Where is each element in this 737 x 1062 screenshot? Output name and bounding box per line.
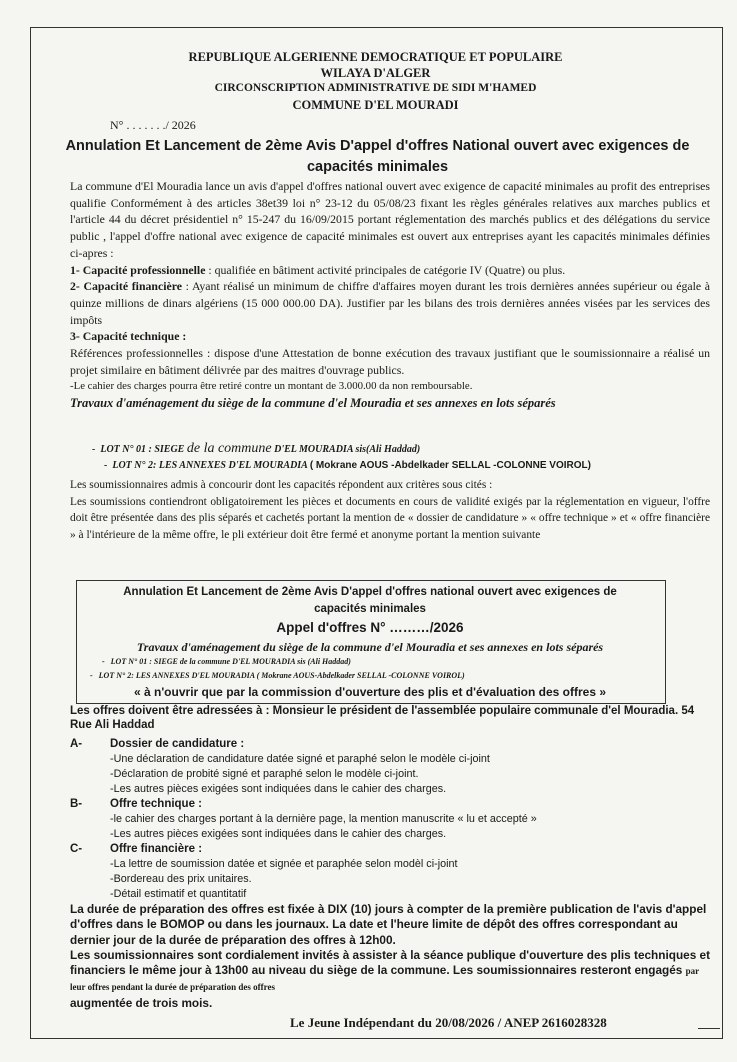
section-a-list [110,753,490,798]
capacity-technical-label: 3- Capacité technique : [70,329,187,344]
works-title: Travaux d'aménagement du siège de la commune d'el Mouradia et ses annexes en lots séparés [70,396,556,411]
list-item: -Bordereau des prix unitaires. [110,873,252,885]
lot-2: - LOT N° 2: LES ANNEXES D'EL MOURADIA ( Mokrane AOUS -Abdelkader SELLAL -COLONNE VOIROL) [104,460,591,471]
header-wilaya: WILAYA D'ALGER [320,66,431,80]
box-works-title: Travaux d'aménagement du siège de la commune d'el Mouradia et ses annexes en lots séparés [136,640,604,654]
list-item: -La lettre de soumission datée et signée et paraphée selon modèl ci-joint [110,858,458,870]
section-a-letter: A- [70,738,83,750]
lot-2-label: LOT N° 2: LES ANNEXES D'EL MOURADIA [112,460,308,471]
capacity-financial [70,278,710,328]
box-title-line2: capacités minimales [314,603,426,615]
opening-session [70,948,715,1011]
capacity-professional [70,262,710,279]
box-opening-mention: « à n'ouvrir que par la commission d'ouverture des plis et d'évaluation des offres » [133,685,607,699]
section-c-list [110,858,458,903]
admission-text: Les soumissionnaires admis à concourir dont les capacités répondent aux critères sous cités : [70,479,493,491]
submission-text: Les soumissions contiendront obligatoirement les pièces et documents en cours de validité exigés par la réglementation en vigueur, l'offre doit être présentée dans des plis séparés et cachetés portant la mention de « dossier de candidature » « offre technique » et « offre financière » à l'intérieure de la même offre, le pli extérieur doit être fermé et anonyme portant la mention suivante [70,495,710,542]
opening-session-text: Les soumissionnaires sont cordialement invités à assister à la séance publique d'ouverture des plis techniques et financiers le même jour à 13h00 au niveau du siège de la commune. Les soumissionnaires resteront engagés [70,947,711,978]
capacity-technical-text: Références professionnelles : dispose d'une Attestation de bonne exécution des travaux justifiant que le soumissionnaire a réalisé un projet similaire en bâtiment délivrée par des maitres d'ouvrage publics. [70,346,710,377]
capacity-financial-text: : Ayant réalisé un minimum de chiffre d'affaires moyen durant les trois dernières années supérieur ou égale à quinze millions de dinars algériens (15 000 000.00 DA). Justifier par les bilans des trois dernières années visées par les services des impôts [70,279,711,327]
header-circonscription: CIRCONSCRIPTION ADMINISTRATIVE DE SIDI M'HAMED [214,82,537,94]
address-text: Les offres doivent être adressées à : Monsieur le président de l'assemblée populaire communale d'el Mouradia. 54 Rue Ali Haddad [70,705,695,731]
list-item: -Détail estimatif et quantitatif [110,888,247,900]
closing-section [70,902,715,1011]
section-b-letter: B- [70,798,83,810]
lot-1-commune: de la commune [186,441,272,456]
engagement-text: par leur offres pendant la durée de préparation des offres [70,966,699,993]
box-lot-2: - LOT N° 2: LES ANNEXES D'EL MOURADIA ( Mokrane AOUS-Abdelkader SELLAL -COLONNE VOIROL) [90,671,465,680]
list-item: -le cahier des charges portant à la dernière page, la mention manuscrite « lu et accepté » [110,813,537,825]
preparation-duration: La durée de préparation des offres est fixée à DIX (10) jours à compter de la première publication de l'avis d'appel d'offres dans le BOMOP ou dans les journaux. La date et l'heure limite de dépôt des offres correspondant au dernier jour de la durée de préparation des offres à 12h00. [70,902,707,947]
cahier-price: -Le cahier des charges pourra être retiré contre un montant de 3.000.00 da non remboursable. [70,380,473,393]
submission-section [70,477,710,544]
box-lot-1-text: LOT N° 01 : SIEGE de la commune D'EL MOURADIA sis (Ali Haddad) [110,657,351,666]
header-republic: REPUBLIQUE ALGERIENNE DEMOCRATIQUE ET POPULAIRE [188,50,563,64]
intro-paragraph: La commune d'El Mouradia lance un avis d'appel d'offres national ouvert avec exigence de capacité minimales au profit des entreprises qualifie Conformément à des articles 38et39 loi n° 23-12 du 05/08/23 fixant les règles générales relatives aux marches publics et l'article 44 du décret présidentiel n° 15-247 du 16/09/2015 portant réglementation des marchés publics et des délégations du service public , l'appel d'offre national avec exigence de capacité minimales est ouvert aux entreprises ayant les capacités minimales définies ci-apres : [70,179,710,260]
engagement-duration: augmentée de trois mois. [70,995,213,1010]
notice-title-line1: Annulation Et Lancement de 2ème Avis D'appel d'offres National ouvert avec exigences de [65,138,690,154]
section-c-letter: C- [70,843,83,855]
lot-1-site: D'EL MOURADIA sis(Ali Haddad) [274,444,421,455]
box-title-line1: Annulation Et Lancement de 2ème Avis D'appel d'offres national ouvert avec exigences de [123,586,617,598]
lot-1: - LOT N° 01 : SIEGE de la commune D'EL MOURADIA sis(Ali Haddad) [92,441,421,456]
capacity-professional-label: 1- Capacité professionnelle [70,262,206,277]
notice-title-line2: capacités minimales [306,159,449,175]
section-b-list [110,813,537,843]
lot-2-sites: ( Mokrane AOUS -Abdelkader SELLAL -COLONNE VOIROL) [309,460,591,471]
header-commune: COMMUNE D'EL MOURADI [292,98,459,112]
list-item: -Déclaration de probité signé et paraphé selon le modèle ci-joint. [110,768,419,780]
capacity-financial-label: 2- Capacité financière [70,279,182,294]
section-c-title: Offre financière : [110,843,203,855]
reference-number: N° . . . . . . ./ 2026 [110,118,196,132]
box-lot-2-text: LOT N° 2: LES ANNEXES D'EL MOURADIA ( Mokrane AOUS-Abdelkader SELLAL -COLONNE VOIROL) [98,671,465,680]
list-item: -Les autres pièces exigées sont indiquées dans le cahier des charges. [110,828,447,840]
box-appel-number: Appel d'offres N° ………/2026 [276,620,464,635]
list-item: -Une déclaration de candidature datée signé et paraphé selon le modèle ci-joint [110,753,490,765]
capacity-professional-text: : qualifiée en bâtiment activité principales de catégorie IV (Quatre) ou plus. [205,262,566,277]
box-lot-1: - LOT N° 01 : SIEGE de la commune D'EL MOURADIA sis (Ali Haddad) [102,657,351,666]
footer-rule [698,1028,720,1029]
lot-1-label: LOT N° 01 : SIEGE [100,444,185,455]
section-b-title: Offre technique : [110,798,203,810]
publication-footer: Le Jeune Indépendant du 20/08/2026 / ANEP 2616028328 [290,1015,607,1030]
section-a-title: Dossier de candidature : [110,738,245,750]
intro-section [70,178,710,412]
list-item: -Les autres pièces exigées sont indiquées dans le cahier des charges. [110,783,447,795]
